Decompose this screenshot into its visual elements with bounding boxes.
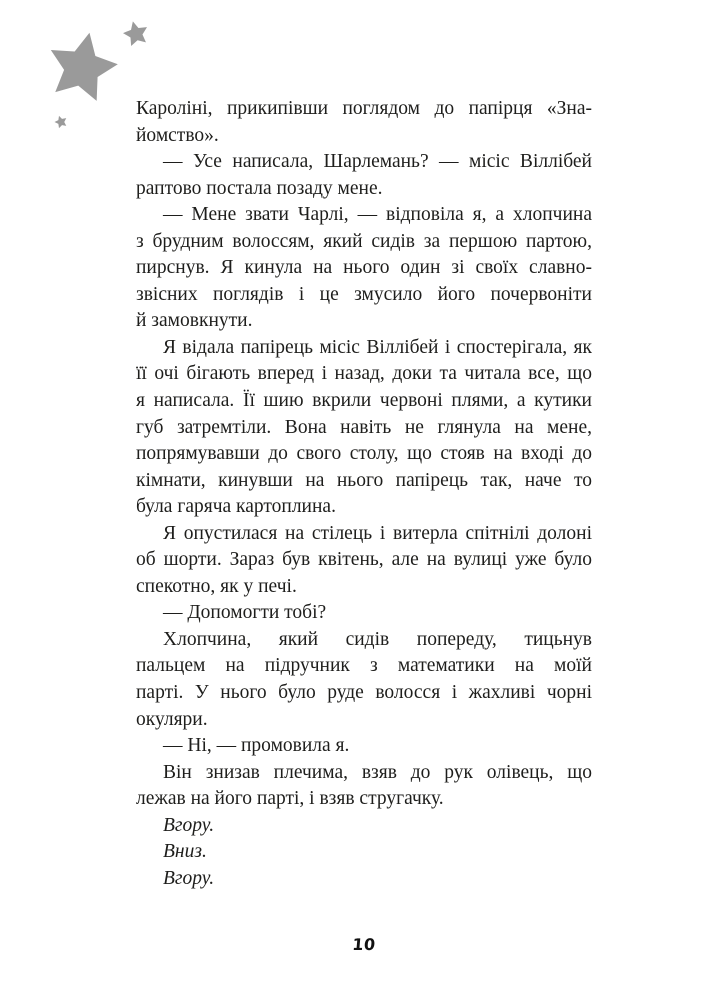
text-line: парті. У нього було руде волосся і жахливі чорні [136, 682, 592, 704]
paragraph [136, 202, 592, 335]
paragraph [136, 839, 592, 866]
paragraph [136, 866, 592, 893]
text-line: Хлопчина, який сидів попереду, тицьнув [163, 628, 592, 650]
star-large-icon [51, 33, 118, 101]
star-small-icon [55, 116, 67, 128]
text-line: пальцем на підручник з математики на моїй [136, 655, 592, 677]
text-line: її очі бігають вперед і назад, доки та читала все, що [136, 363, 592, 385]
text-line: раптово постала позаду мене. [136, 177, 383, 199]
text-block [136, 96, 592, 892]
text-line: Я відала папірець місіс Віллібей і спостерігала, як [163, 336, 592, 358]
text-line: Він знизав плечима, взяв до рук олівець, що [163, 761, 592, 783]
paragraph [136, 149, 592, 202]
text-line: — Ні, — промовила я. [163, 735, 350, 757]
text-line: була гаряча картоплина. [136, 496, 336, 518]
paragraph [136, 521, 592, 601]
text-line: кімнати, кинувши на нього папірець так, наче то [136, 469, 592, 491]
text-line: й замовкнути. [136, 310, 253, 332]
page-number: 10 [351, 935, 377, 954]
paragraph [136, 760, 592, 813]
text-line: попрямувавши до свого столу, що стояв на вході до [136, 443, 592, 465]
text-line: спекотно, як у печі. [136, 575, 297, 597]
text-line: Вгору. [163, 814, 215, 836]
paragraph [136, 733, 592, 760]
text-line: я написала. Її шию вкрили червоні плями, а кутики [136, 390, 592, 412]
paragraph [136, 627, 592, 733]
text-line: звісних поглядів і це змусило його почервоніти [136, 283, 592, 305]
paragraph [136, 96, 592, 149]
text-line: окуляри. [136, 708, 208, 730]
paragraph [136, 813, 592, 840]
text-line: Я опустилася на стілець і витерла спітнілі долоні [163, 522, 592, 544]
text-line: — Мене звати Чарлі, — відповіла я, а хлопчина [163, 204, 592, 226]
text-line: губ затремтіли. Вона навіть не глянула на мене, [136, 416, 592, 438]
text-line: з брудним волоссям, який сидів за першою партою, [136, 230, 592, 252]
text-line: — Усе написала, Шарлемань? — місіс Віллібей [163, 151, 592, 173]
text-line: об шорти. Зараз був квітень, але на вулиці уже було [136, 549, 592, 571]
text-line: Кароліні, прикипівши поглядом до папірця «Зна- [136, 98, 592, 119]
text-line: йомство». [136, 124, 219, 146]
text-line: — Допомогти тобі? [163, 602, 327, 624]
star-medium-icon [123, 21, 147, 46]
text-line: Вниз. [163, 841, 207, 863]
paragraph [136, 335, 592, 521]
text-line: лежав на його парті, і взяв стругачку. [136, 788, 444, 810]
text-line: Вгору. [163, 867, 215, 889]
paragraph [136, 600, 592, 627]
text-line: пирснув. Я кинула на нього один зі своїх славно- [136, 257, 592, 279]
